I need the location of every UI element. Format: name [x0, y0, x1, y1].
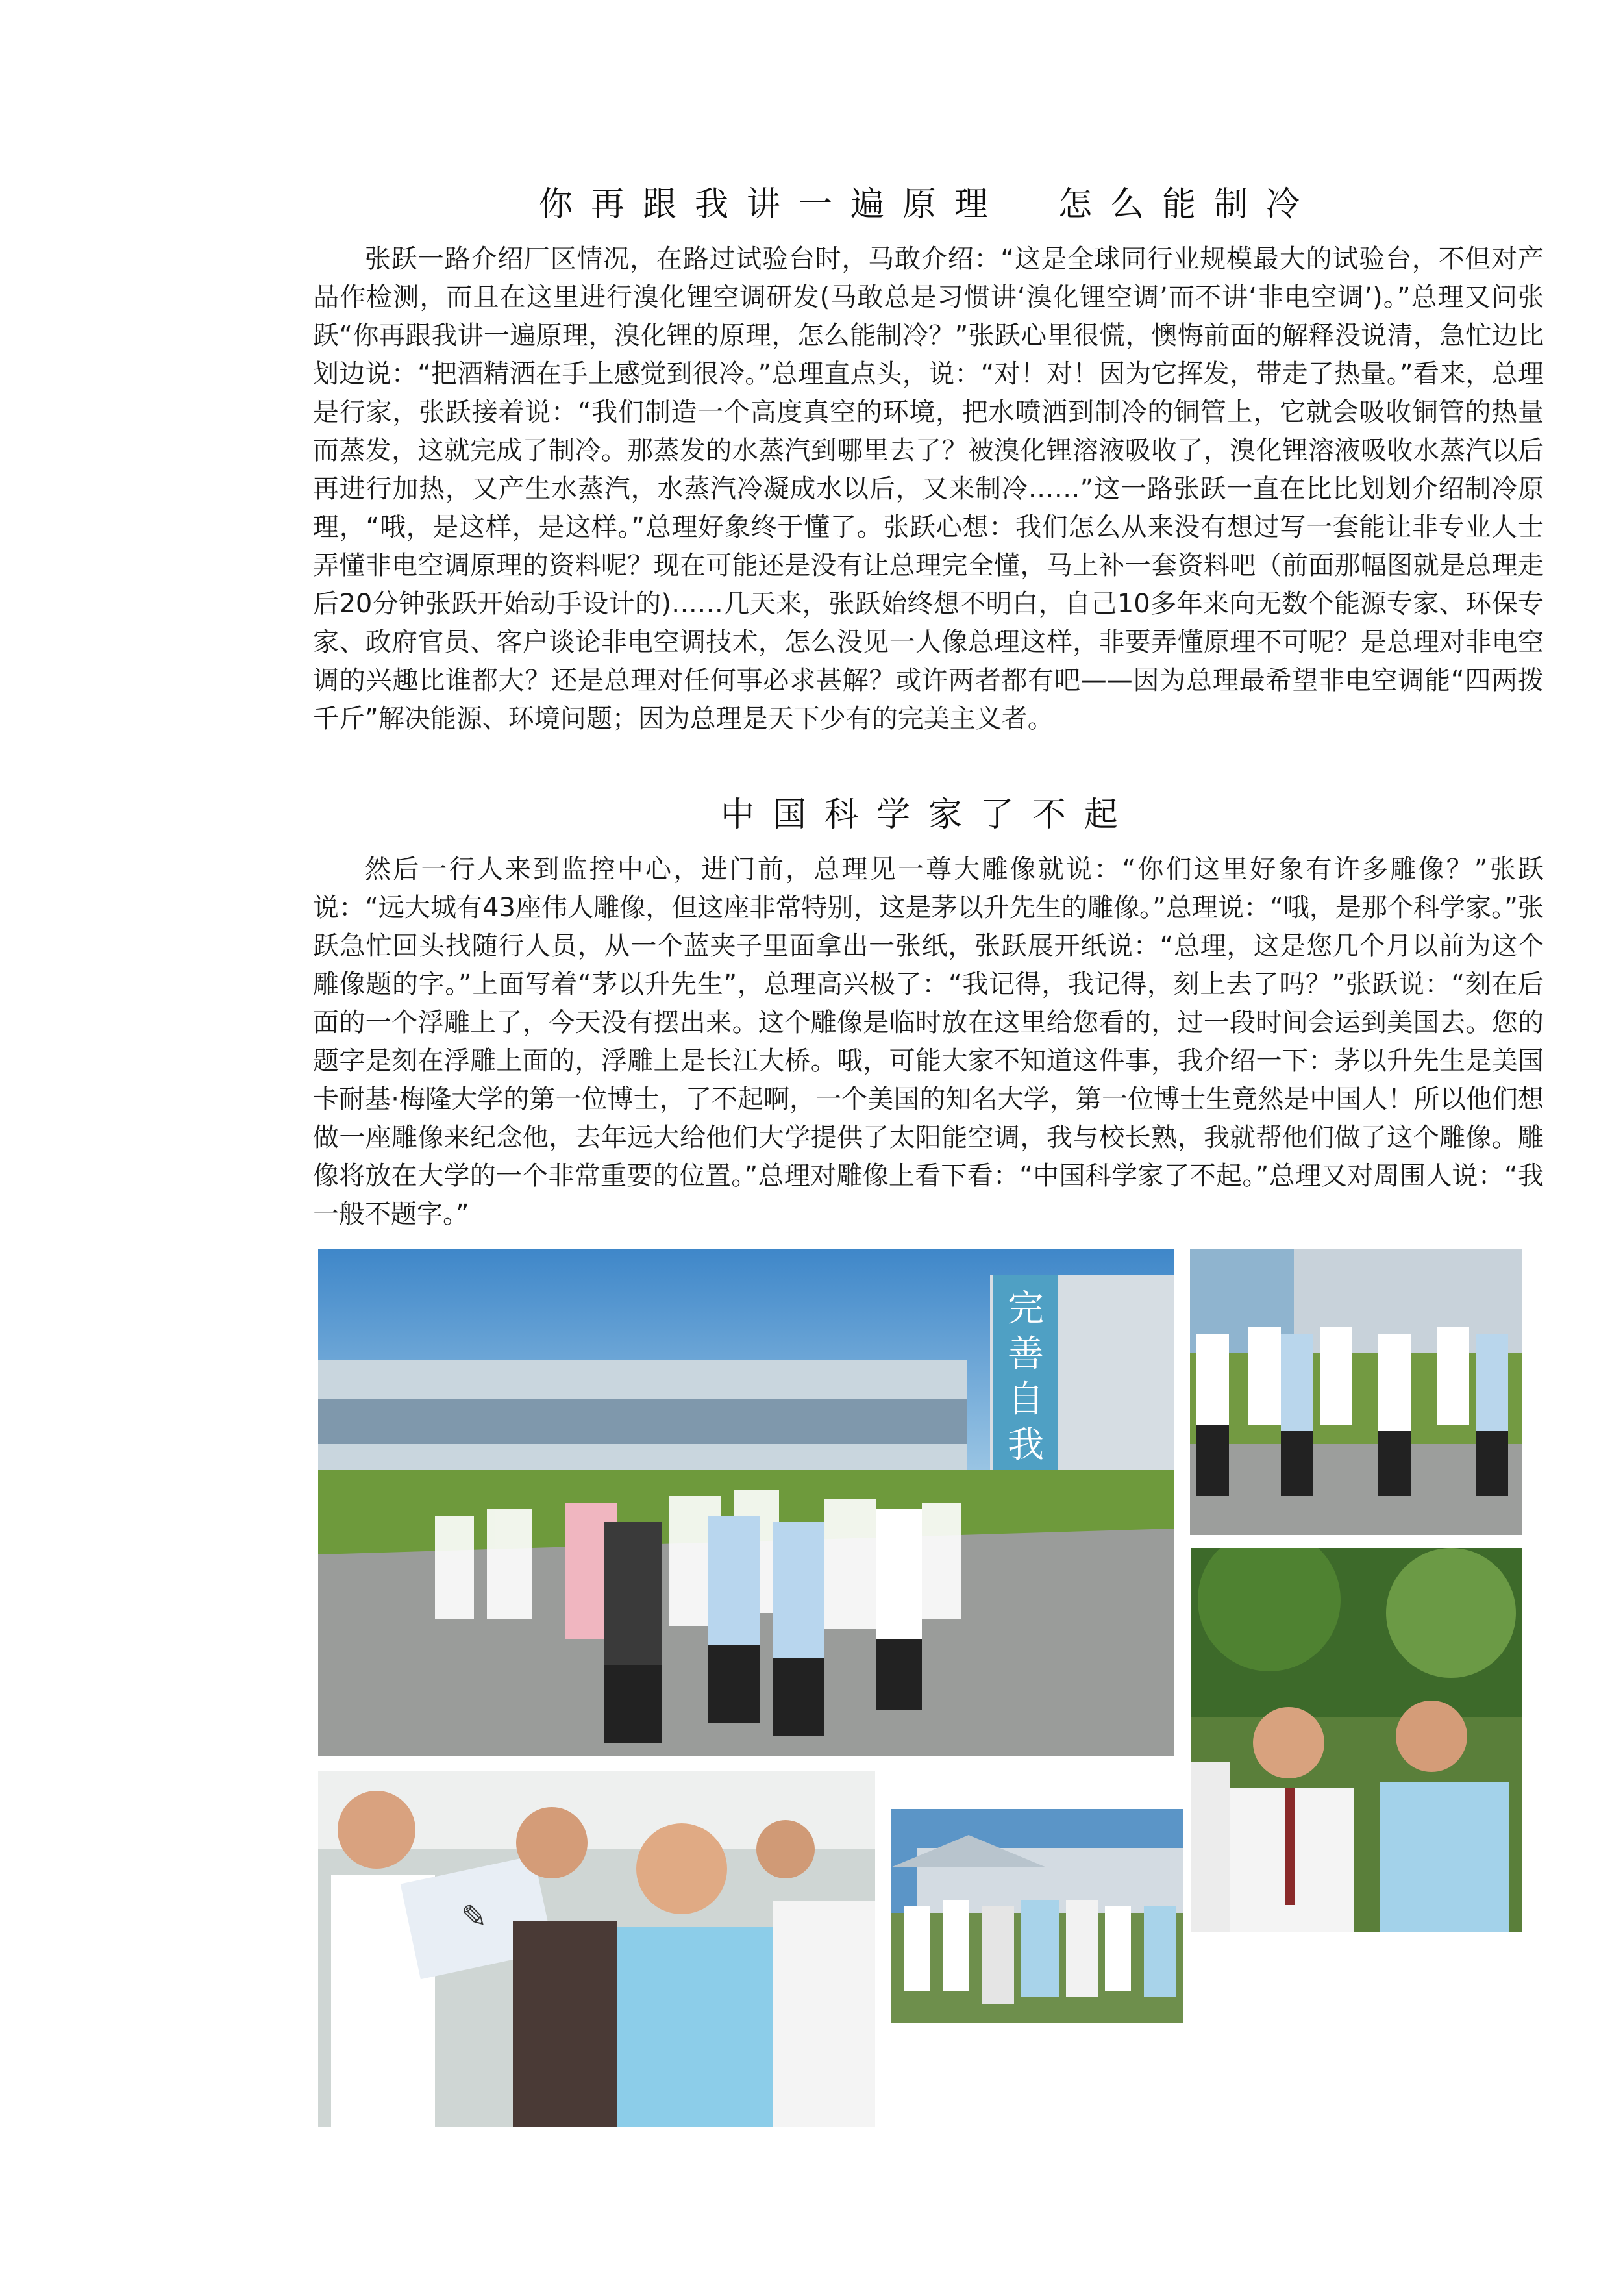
tower-sign-char-1: 完	[1008, 1288, 1044, 1330]
photo-group-bottom-middle	[891, 1809, 1183, 2023]
photo-calligraphy-closeup	[318, 1771, 875, 2127]
photo-group-right-top	[1190, 1249, 1522, 1535]
section-paragraph-1: 张跃一路介绍厂区情况，在路过试验台时，马敢介绍：“这是全球同行业规模最大的试验台，不但对产品作检测，而且在这里进行溴化锂空调研发(马敢总是习惯讲‘溴化锂空调’而不讲‘非电空调’)。”总理又问张跃“你再跟我讲一遍原理，溴化锂的原理，怎么能制冷？”张跃心里很慌，懊悔前面的解释没说清，急忙边比划边说：“把酒精洒在手上感觉到很冷。”总理直点头，说：“对！对！因为它挥发，带走了热量。”看来，总理是行家，张跃接着说：“我们制造一个高度真空的环境，把水喷洒到制冷的铜管上，它就会吸收铜管的热量而蒸发，这就完成了制冷。那蒸发的水蒸汽到哪里去了？被溴化锂溶液吸收了，溴化锂溶液吸收水蒸汽以后再进行加热，又产生水蒸汽，水蒸汽冷凝成水以后，又来制冷……”这一路张跃一直在比比划划介绍制冷原理，“哦，是这样，是这样。”总理好象终于懂了。张跃心想：我们怎么从来没有想过写一套能让非专业人士弄懂非电空调原理的资料呢？现在可能还是没有让总理完全懂，马上补一套资料吧（前面那幅图就是总理走后20分钟张跃开始动手设计的)……几天来，张跃始终想不明白，自己10多年来向无数个能源专家、环保专家、政府官员、客户谈论非电空调技术，怎么没见一人像总理这样，非要弄懂原理不可呢？是总理对非电空调的兴趣比谁都大？还是总理对任何事必求甚解？或许两者都有吧——因为总理最希望非电空调能“四两拨千斤”解决能源、环境问题；因为总理是天下少有的完美主义者。	[313, 244, 1544, 734]
svg-text:善: 善	[1008, 1333, 1044, 1375]
svg-text:✎: ✎	[461, 1899, 488, 1935]
photo-delegation-walking	[318, 1249, 1174, 1756]
section-heading-1: 你再跟我讲一遍原理 怎么能制冷	[538, 185, 1318, 224]
section-paragraph-2: 然后一行人来到监控中心，进门前，总理见一尊大雕像就说：“你们这里好象有许多雕像？”张跃说：“远大城有43座伟人雕像，但这座非常特别，这是茅以升先生的雕像。”总理说：“哦，是那个科学家。”张跃急忙回头找随行人员，从一个蓝夹子里面拿出一张纸，张跃展开纸说：“总理，这是您几个月以前为这个雕像题的字。”上面写着“茅以升先生”，总理高兴极了：“我记得，我记得，刻上去了吗？”张跃说：“刻在后面的一个浮雕上了，今天没有摆出来。这个雕像是临时放在这里给您看的，过一段时间会运到美国去。您的题字是刻在浮雕上面的，浮雕上是长江大桥。哦，可能大家不知道这件事，我介绍一下：茅以升先生是美国卡耐基·梅隆大学的第一位博士，了不起啊，一个美国的知名大学，第一位博士生竟然是中国人！所以他们想做一座雕像来纪念他，去年远大给他们大学提供了太阳能空调，我与校长熟，我就帮他们做了这个雕像。雕像将放在大学的一个非常重要的位置。”总理对雕像上看下看：“中国科学家了不起。”总理又对周围人说：“我一般不题字。”	[313, 855, 1544, 1229]
svg-text:我: 我	[1008, 1424, 1044, 1466]
section-heading-2: 中国科学家了不起	[720, 795, 1136, 834]
photo-close-up-right	[1191, 1548, 1522, 1932]
svg-text:自: 自	[1008, 1379, 1044, 1421]
